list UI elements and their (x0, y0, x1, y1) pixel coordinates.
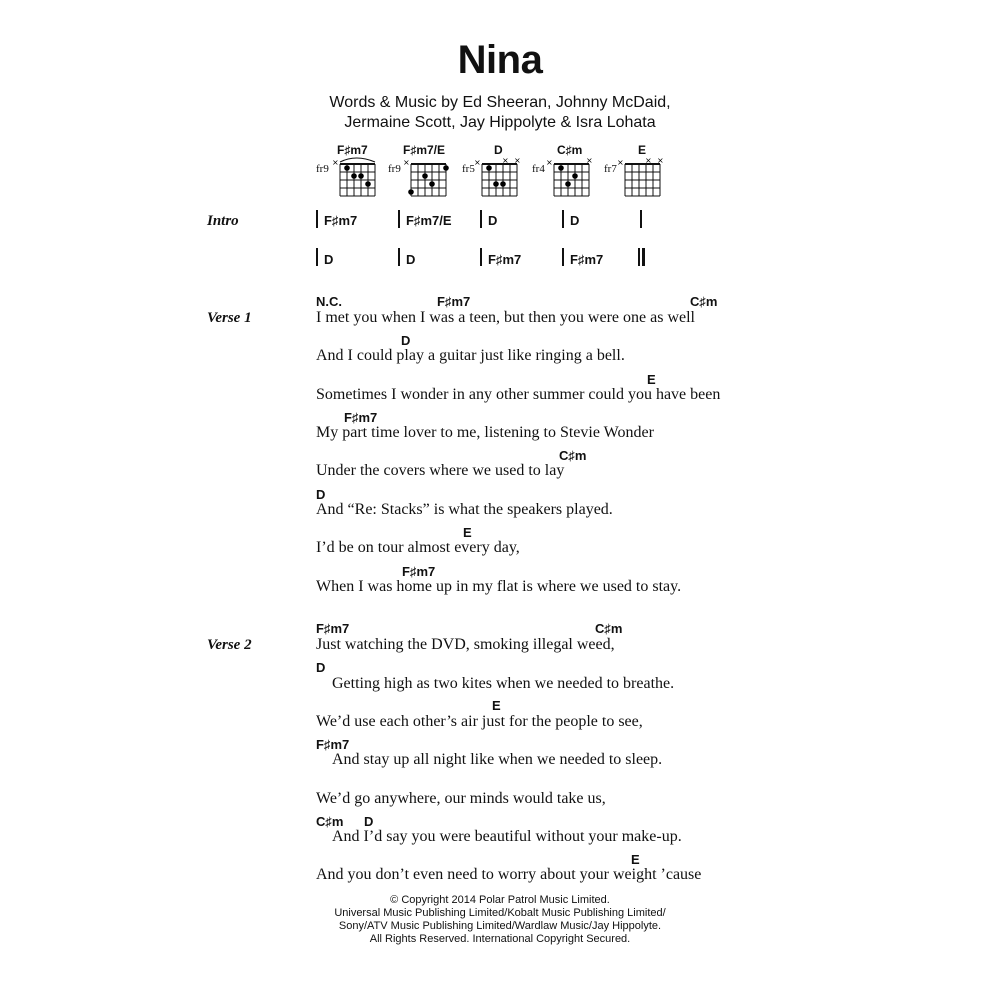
fret-number: fr9 (388, 163, 401, 175)
chord-symbol: D (316, 487, 326, 502)
bar-chord: F♯m7 (570, 252, 604, 267)
chord-symbol: C♯m (690, 294, 718, 309)
barline (638, 248, 640, 266)
svg-text:×: × (502, 156, 509, 165)
chord-symbol: E (631, 852, 640, 867)
svg-text:×: × (514, 156, 521, 165)
lyric-line: I’d be on tour almost every day, (316, 539, 520, 556)
credits-line: Jermaine Scott, Jay Hippolyte & Isra Lohata (344, 114, 656, 131)
chord-symbol: C♯m (595, 621, 623, 636)
svg-text:×: × (657, 156, 664, 165)
final-barline (642, 248, 645, 266)
chord-symbol: C♯m (316, 814, 344, 829)
chord-symbol: C♯m (559, 448, 587, 463)
fret-number: fr5 (462, 163, 475, 175)
bar-chord: F♯m7/E (406, 213, 452, 228)
svg-text:×: × (645, 156, 652, 165)
chord-symbol: F♯m7 (316, 737, 350, 752)
fret-number: fr9 (316, 163, 329, 175)
chord-grid-icon (545, 156, 595, 198)
bar-chord: F♯m7 (324, 213, 358, 228)
lyric-line: Just watching the DVD, smoking illegal weed, (316, 636, 615, 653)
barline (640, 210, 642, 228)
chord-grid-icon (616, 156, 666, 198)
barline (480, 248, 482, 266)
svg-text:×: × (474, 158, 481, 167)
fret-number: fr4 (532, 163, 545, 175)
bar-chord: D (324, 252, 334, 267)
lyric-line: Sometimes I wonder in any other summer could you have been (316, 386, 721, 403)
svg-text:×: × (586, 156, 593, 165)
lyric-line: My part time lover to me, listening to Stevie Wonder (316, 424, 654, 441)
lyric-line: And you don’t even need to worry about your weight ’cause (316, 866, 702, 883)
lyric-line: And I’d say you were beautiful without your make-up. (332, 828, 682, 845)
chord-symbol: F♯m7 (344, 410, 378, 425)
chord-diagram-name: F♯m7/E (403, 143, 446, 157)
lyric-line: And I could play a guitar just like ringing a bell. (316, 347, 625, 364)
chord-grid-icon (473, 156, 523, 198)
chord-diagram-name: C♯m (557, 143, 583, 157)
chord-symbol: D (364, 814, 374, 829)
chord-symbol: N.C. (316, 294, 342, 309)
lyric-line: And stay up all night like when we needed to sleep. (332, 751, 663, 768)
barline (480, 210, 482, 228)
barline (398, 248, 400, 266)
copyright-line: All Rights Reserved. International Copyright Secured. (369, 933, 631, 945)
lyric-line: When I was home up in my flat is where we used to stay. (316, 578, 682, 595)
copyright-line: © Copyright 2014 Polar Patrol Music Limited. (390, 894, 610, 906)
lyric-line: I met you when I was a teen, but then you were one as well (316, 309, 695, 326)
section-label-intro: Intro (207, 213, 239, 229)
barline (398, 210, 400, 228)
lyric-line: We’d go anywhere, our minds would take us, (316, 790, 606, 807)
section-label-verse-1: Verse 1 (207, 310, 252, 326)
section-label-verse-2: Verse 2 (207, 637, 252, 653)
bar-chord: D (406, 252, 416, 267)
lyric-line: Under the covers where we used to lay (316, 462, 565, 479)
chord-symbol: D (316, 660, 326, 675)
bar-chord: F♯m7 (488, 252, 522, 267)
chord-diagram-name: D (494, 143, 503, 157)
lyric-line: And “Re: Stacks” is what the speakers played. (316, 501, 613, 518)
barline (316, 248, 318, 266)
copyright-line: Universal Music Publishing Limited/Kobalt Music Publishing Limited/ (334, 907, 666, 919)
bar-chord: D (488, 213, 498, 228)
song-title: Nina (457, 38, 543, 82)
lyric-line: Getting high as two kites when we needed to breathe. (332, 675, 675, 692)
barline (316, 210, 318, 228)
fret-number: fr7 (604, 163, 617, 175)
svg-text:×: × (617, 158, 624, 167)
chord-symbol: F♯m7 (316, 621, 350, 636)
copyright-line: Sony/ATV Music Publishing Limited/Wardlaw Music/Jay Hippolyte. (338, 920, 662, 932)
chord-grid-icon (331, 156, 381, 198)
chord-symbol: D (401, 333, 411, 348)
chord-symbol: F♯m7 (402, 564, 436, 579)
svg-text:×: × (546, 158, 553, 167)
credits-line: Words & Music by Ed Sheeran, Johnny McDaid, (329, 94, 671, 111)
lyric-line: We’d use each other’s air just for the people to see, (316, 713, 643, 730)
chord-grid-icon (402, 156, 452, 198)
chord-symbol: F♯m7 (437, 294, 471, 309)
chord-symbol: E (492, 698, 501, 713)
bar-chord: D (570, 213, 580, 228)
chord-symbol: E (647, 372, 656, 387)
chord-symbol: E (463, 525, 472, 540)
chord-diagram-name: F♯m7 (337, 143, 368, 157)
svg-text:×: × (403, 158, 410, 167)
barline (562, 210, 564, 228)
barline (562, 248, 564, 266)
chord-diagram-name: E (638, 143, 647, 157)
svg-text:×: × (332, 158, 339, 167)
